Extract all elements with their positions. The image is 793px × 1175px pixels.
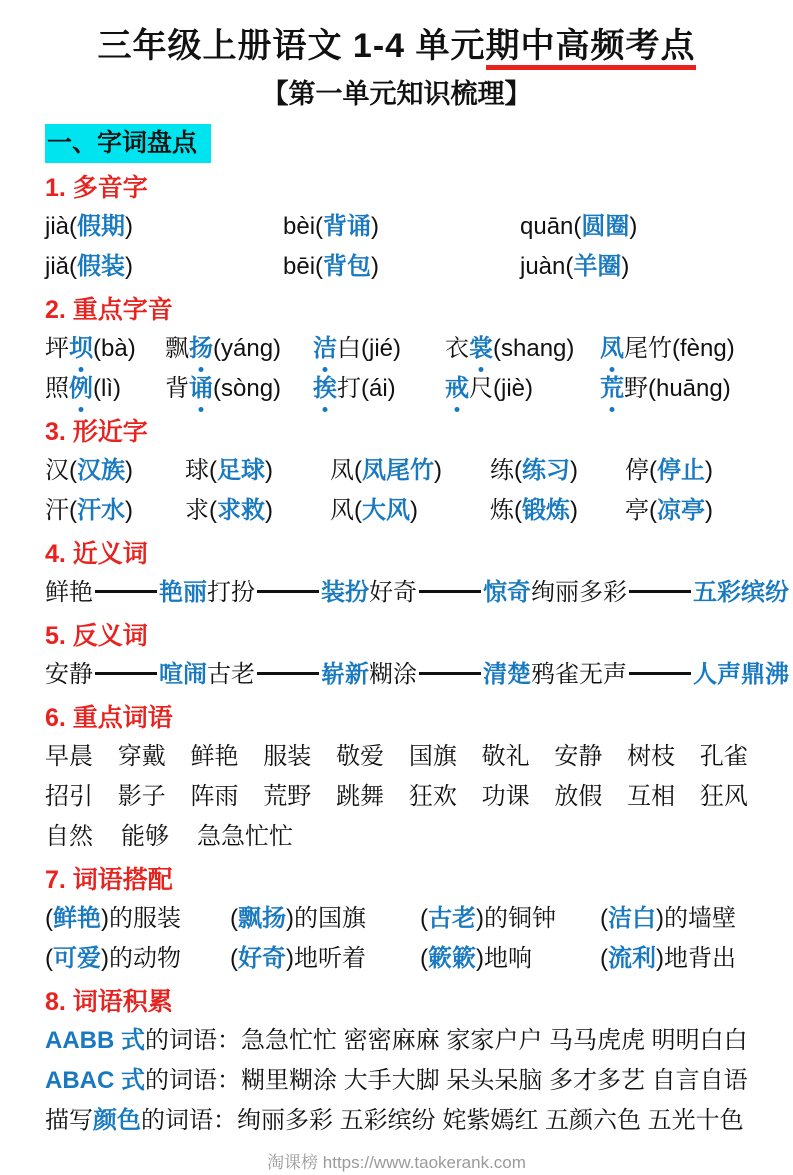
text-segment: 野(huāng) bbox=[624, 375, 731, 402]
text-segment: 例 bbox=[69, 369, 93, 409]
dash-line bbox=[257, 590, 319, 593]
text-segment: 练( bbox=[490, 457, 522, 484]
word-pair bbox=[531, 655, 789, 695]
text-segment: 练习 bbox=[522, 457, 570, 484]
title-plain-text: 三年级上册语文 1-4 单元 bbox=[97, 27, 486, 65]
text-segment: )地听着 bbox=[286, 945, 366, 972]
word: 自然 bbox=[45, 823, 93, 850]
text-segment: ) bbox=[265, 497, 273, 524]
text-segment: 古老 bbox=[428, 905, 476, 932]
text-segment: ( bbox=[230, 905, 238, 932]
content bbox=[45, 169, 789, 1141]
text-segment: ) bbox=[621, 253, 630, 280]
section-heading: 3. 形近字 bbox=[45, 418, 148, 446]
text-segment: 照 bbox=[45, 375, 69, 402]
entry bbox=[45, 207, 283, 247]
entry bbox=[420, 899, 600, 939]
text-segment: 风( bbox=[330, 497, 362, 524]
section-heading: 1. 多音字 bbox=[45, 174, 148, 202]
word: 早晨 bbox=[45, 743, 93, 770]
text-segment: ) bbox=[570, 457, 578, 484]
word: 能够 bbox=[121, 823, 169, 850]
section-heading: 7. 词语搭配 bbox=[45, 866, 173, 894]
text-segment: 背包 bbox=[323, 253, 372, 280]
text-segment: ( bbox=[45, 905, 53, 932]
entry bbox=[45, 899, 230, 939]
text-segment: )地响 bbox=[476, 945, 532, 972]
page-subtitle: 【第一单元知识梳理】 bbox=[261, 79, 532, 109]
text-segment: 圆圈 bbox=[581, 213, 630, 240]
section-heading: 6. 重点词语 bbox=[45, 704, 173, 732]
text-segment: 打(ái) bbox=[337, 375, 396, 402]
word-pair bbox=[45, 655, 207, 695]
text-segment: 背 bbox=[165, 375, 189, 402]
text-segment: 艳丽 bbox=[159, 579, 207, 606]
text-segment: ( bbox=[600, 905, 608, 932]
worksheet-page bbox=[0, 24, 793, 1172]
text-segment: 坝 bbox=[69, 329, 93, 369]
text-segment: ( bbox=[600, 945, 608, 972]
text-segment: 装扮 bbox=[321, 579, 369, 606]
word: 放假 bbox=[554, 783, 603, 810]
text-segment: bēi( bbox=[283, 253, 324, 280]
entry-row bbox=[45, 939, 748, 979]
text-segment: 清楚 bbox=[483, 661, 531, 688]
section-heading: 8. 词语积累 bbox=[45, 988, 173, 1016]
text-segment: bèi( bbox=[283, 213, 324, 240]
entry bbox=[165, 369, 313, 409]
text-segment: 颜色 bbox=[93, 1107, 141, 1134]
dash-line bbox=[419, 590, 481, 593]
section-heading: 4. 近义词 bbox=[45, 540, 148, 568]
text-segment: 尾竹(fèng) bbox=[624, 335, 735, 362]
text-segment: 汉族 bbox=[77, 457, 125, 484]
words-row bbox=[45, 777, 748, 817]
text-segment: ) bbox=[125, 213, 134, 240]
section-banner: 一、字词盘点 bbox=[45, 124, 211, 163]
text-segment: ) bbox=[125, 457, 133, 484]
word: 安静 bbox=[554, 743, 603, 770]
word-pair bbox=[369, 655, 531, 695]
entry bbox=[600, 939, 736, 979]
section-banner-row bbox=[45, 124, 748, 165]
word-pair bbox=[369, 573, 531, 613]
text-segment: 大风 bbox=[362, 497, 410, 524]
text-segment: 鸦雀无声 bbox=[531, 661, 627, 688]
entry bbox=[520, 247, 629, 287]
dash-line bbox=[629, 590, 691, 593]
text-segment: )的服装 bbox=[101, 905, 181, 932]
text-segment: (bà) bbox=[93, 335, 136, 362]
word: 急急忙忙 bbox=[197, 823, 293, 850]
text-segment: 炼( bbox=[490, 497, 522, 524]
text-segment: 凤( bbox=[330, 457, 362, 484]
word: 敬礼 bbox=[481, 743, 530, 770]
text-segment: ) bbox=[371, 253, 380, 280]
word-pair bbox=[45, 573, 207, 613]
text-segment: 球( bbox=[185, 457, 217, 484]
text-segment: AABB 式 bbox=[45, 1027, 145, 1054]
entry bbox=[45, 451, 185, 491]
text-segment: 描写 bbox=[45, 1107, 93, 1134]
entry-row bbox=[45, 369, 748, 409]
entry bbox=[45, 247, 283, 287]
text-segment: 洁 bbox=[313, 329, 337, 369]
text-segment: 打扮 bbox=[207, 579, 255, 606]
dash-line bbox=[95, 590, 157, 593]
text-segment: 崭新 bbox=[321, 661, 369, 688]
entry bbox=[45, 329, 165, 369]
text-segment: (yáng) bbox=[213, 335, 282, 362]
text-segment: 假装 bbox=[77, 253, 126, 280]
text-segment: ABAC 式 bbox=[45, 1067, 145, 1094]
word: 国旗 bbox=[408, 743, 457, 770]
text-segment: 锻炼 bbox=[522, 497, 570, 524]
entry bbox=[185, 491, 330, 531]
text-segment: (shang) bbox=[493, 335, 575, 362]
title-underlined-text: 期中高频考点 bbox=[486, 27, 696, 70]
text-segment: )的墙壁 bbox=[656, 905, 736, 932]
text-segment: 挨 bbox=[313, 369, 337, 409]
word: 狂风 bbox=[699, 783, 748, 810]
word: 服装 bbox=[263, 743, 312, 770]
text-segment: 求( bbox=[185, 497, 217, 524]
dash-line bbox=[257, 672, 319, 675]
text-segment: )的动物 bbox=[101, 945, 181, 972]
text-segment: 诵 bbox=[189, 369, 213, 409]
text-segment: 可爱 bbox=[53, 945, 101, 972]
text-line bbox=[45, 1101, 748, 1141]
text-segment: 安静 bbox=[45, 661, 93, 688]
text-segment: quān( bbox=[520, 213, 582, 240]
text-segment: ) bbox=[705, 457, 713, 484]
dash-line bbox=[629, 672, 691, 675]
text-segment: 足球 bbox=[217, 457, 265, 484]
text-segment: 人声鼎沸 bbox=[693, 661, 789, 688]
text-segment: ) bbox=[570, 497, 578, 524]
text-segment: 凉亭 bbox=[657, 497, 705, 524]
word-pair bbox=[207, 655, 369, 695]
entry bbox=[420, 939, 600, 979]
entry-row bbox=[45, 207, 748, 247]
entry bbox=[490, 491, 625, 531]
text-segment: )地背出 bbox=[656, 945, 736, 972]
text-segment: ) bbox=[705, 497, 713, 524]
entry bbox=[165, 329, 313, 369]
entry bbox=[283, 247, 520, 287]
entry bbox=[445, 329, 600, 369]
section-heading: 2. 重点字音 bbox=[45, 296, 173, 324]
text-segment: (lì) bbox=[93, 375, 121, 402]
word: 穿戴 bbox=[117, 743, 166, 770]
text-segment: 好奇 bbox=[238, 945, 286, 972]
entry bbox=[625, 451, 713, 491]
word: 敬爱 bbox=[336, 743, 385, 770]
text-segment: 的词语：糊里糊涂 大手大脚 呆头呆脑 多才多艺 自言自语 bbox=[145, 1067, 748, 1094]
text-segment: 飘扬 bbox=[238, 905, 286, 932]
entry bbox=[330, 491, 490, 531]
text-segment: 汗水 bbox=[77, 497, 125, 524]
text-segment: 坪 bbox=[45, 335, 69, 362]
word: 互相 bbox=[627, 783, 676, 810]
entry bbox=[600, 899, 736, 939]
word: 功课 bbox=[481, 783, 530, 810]
text-segment: ) bbox=[629, 213, 638, 240]
text-segment: jià( bbox=[45, 213, 78, 240]
text-segment: juàn( bbox=[520, 253, 574, 280]
text-segment: 扬 bbox=[189, 329, 213, 369]
entry bbox=[230, 939, 420, 979]
word-pair bbox=[531, 573, 789, 613]
text-segment: ) bbox=[125, 253, 134, 280]
pairs-row bbox=[45, 573, 789, 613]
word: 树枝 bbox=[627, 743, 676, 770]
word: 鲜艳 bbox=[190, 743, 239, 770]
page-title bbox=[45, 24, 748, 68]
text-segment: 的词语：绚丽多彩 五彩缤纷 姹紫嫣红 五颜六色 五光十色 bbox=[141, 1107, 744, 1134]
word: 孔雀 bbox=[699, 743, 748, 770]
text-segment: 绚丽多彩 bbox=[531, 579, 627, 606]
entry bbox=[283, 207, 520, 247]
entry bbox=[520, 207, 637, 247]
entry bbox=[445, 369, 600, 409]
entry bbox=[45, 369, 165, 409]
text-segment: 求救 bbox=[217, 497, 265, 524]
text-segment: 鲜艳 bbox=[53, 905, 101, 932]
dash-line bbox=[419, 672, 481, 675]
text-segment: 衣 bbox=[445, 335, 469, 362]
text-segment: 凤 bbox=[600, 329, 624, 369]
text-segment: jiǎ( bbox=[45, 253, 78, 280]
text-segment: 惊奇 bbox=[483, 579, 531, 606]
text-segment: 凤尾竹 bbox=[362, 457, 434, 484]
text-segment: 停( bbox=[625, 457, 657, 484]
entry-row bbox=[45, 491, 748, 531]
entry bbox=[230, 899, 420, 939]
entry bbox=[625, 491, 713, 531]
word: 荒野 bbox=[263, 783, 312, 810]
text-segment: 飘 bbox=[165, 335, 189, 362]
text-segment: ) bbox=[371, 213, 380, 240]
entry bbox=[45, 491, 185, 531]
text-segment: 洁白 bbox=[608, 905, 656, 932]
text-segment: ) bbox=[265, 457, 273, 484]
text-segment: 白(jié) bbox=[337, 335, 401, 362]
text-segment: ( bbox=[45, 945, 53, 972]
text-segment: 喧闹 bbox=[159, 661, 207, 688]
entry bbox=[330, 451, 490, 491]
text-segment: 戒 bbox=[445, 369, 469, 409]
entry bbox=[600, 369, 731, 409]
entry bbox=[45, 939, 230, 979]
text-segment: (sòng) bbox=[213, 375, 282, 402]
text-line bbox=[45, 1061, 748, 1101]
entry bbox=[600, 329, 735, 369]
word: 狂欢 bbox=[408, 783, 457, 810]
entry bbox=[490, 451, 625, 491]
words-row bbox=[45, 817, 748, 857]
text-segment: ( bbox=[230, 945, 238, 972]
footer-watermark: 淘课榜 https://www.taokerank.com bbox=[267, 1153, 526, 1172]
section-heading: 5. 反义词 bbox=[45, 622, 148, 650]
text-segment: 流利 bbox=[608, 945, 656, 972]
text-segment: ) bbox=[125, 497, 133, 524]
entry-row bbox=[45, 247, 748, 287]
entry bbox=[185, 451, 330, 491]
text-segment: 停止 bbox=[657, 457, 705, 484]
text-segment: 背诵 bbox=[323, 213, 372, 240]
text-line bbox=[45, 1021, 748, 1061]
text-segment: ) bbox=[434, 457, 442, 484]
text-segment: 荒 bbox=[600, 369, 624, 409]
text-segment: ) bbox=[410, 497, 418, 524]
text-segment: 汉( bbox=[45, 457, 77, 484]
text-segment: 尺(jiè) bbox=[469, 375, 533, 402]
entry bbox=[313, 329, 445, 369]
dash-line bbox=[95, 672, 157, 675]
text-segment: )的国旗 bbox=[286, 905, 366, 932]
text-segment: )的铜钟 bbox=[476, 905, 556, 932]
pairs-row bbox=[45, 655, 789, 695]
word: 影子 bbox=[117, 783, 166, 810]
word-pair bbox=[207, 573, 369, 613]
text-segment: ( bbox=[420, 945, 428, 972]
entry-row bbox=[45, 329, 748, 369]
text-segment: 的词语：急急忙忙 密密麻麻 家家户户 马马虎虎 明明白白 bbox=[145, 1027, 748, 1054]
text-segment: 汗( bbox=[45, 497, 77, 524]
text-segment: 古老 bbox=[207, 661, 255, 688]
text-segment: 裳 bbox=[469, 329, 493, 369]
words-row bbox=[45, 737, 748, 777]
word: 招引 bbox=[45, 783, 93, 810]
text-segment: ( bbox=[420, 905, 428, 932]
text-segment: 亭( bbox=[625, 497, 657, 524]
entry-row bbox=[45, 451, 748, 491]
word: 阵雨 bbox=[190, 783, 239, 810]
text-segment: 好奇 bbox=[369, 579, 417, 606]
text-segment: 五彩缤纷 bbox=[693, 579, 789, 606]
word: 跳舞 bbox=[336, 783, 385, 810]
entry-row bbox=[45, 899, 748, 939]
entry bbox=[313, 369, 445, 409]
text-segment: 簌簌 bbox=[428, 945, 476, 972]
text-segment: 鲜艳 bbox=[45, 579, 93, 606]
text-segment: 糊涂 bbox=[369, 661, 417, 688]
text-segment: 假期 bbox=[77, 213, 126, 240]
text-segment: 羊圈 bbox=[573, 253, 622, 280]
